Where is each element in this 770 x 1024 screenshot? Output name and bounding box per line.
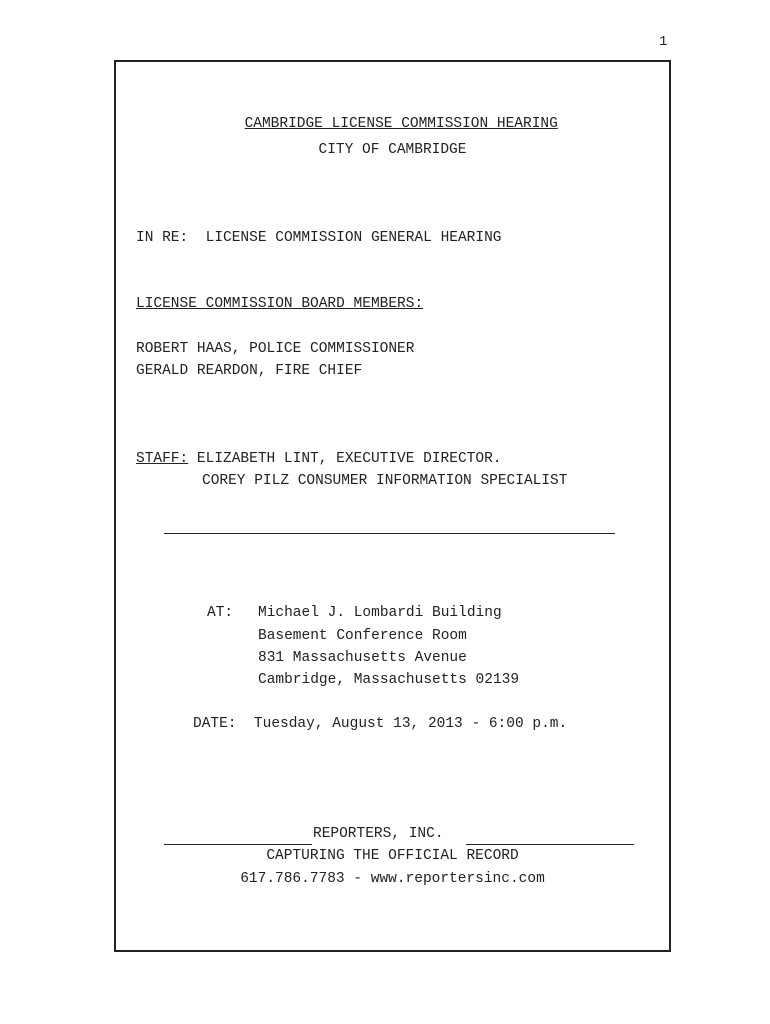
in-re-line <box>136 229 501 247</box>
city-name: CITY OF CAMBRIDGE <box>318 142 467 158</box>
in-re-label: IN RE: <box>136 230 189 246</box>
footer-rule-left <box>164 844 312 845</box>
in-re-text: LICENSE COMMISSION GENERAL HEARING <box>205 230 502 246</box>
location-label: AT: <box>207 605 234 621</box>
location-line: Cambridge, Massachusetts 02139 <box>258 672 520 688</box>
board-members-heading: LICENSE COMMISSION BOARD MEMBERS: <box>136 296 424 312</box>
page-number: 1 <box>659 34 668 50</box>
date-label: DATE: <box>193 716 237 732</box>
date-value: Tuesday, August 13, 2013 - 6:00 p.m. <box>253 716 568 732</box>
staff-label: STAFF: <box>136 451 189 467</box>
transcript-page-frame <box>114 60 671 952</box>
staff-member: ELIZABETH LINT, EXECUTIVE DIRECTOR. <box>196 451 502 467</box>
location-line: Michael J. Lombardi Building <box>258 605 502 621</box>
staff-member: COREY PILZ CONSUMER INFORMATION SPECIALIST <box>202 473 568 489</box>
footer-rule-right <box>466 844 634 845</box>
reporter-tagline: CAPTURING THE OFFICIAL RECORD <box>266 848 519 864</box>
hearing-title-line <box>114 97 671 133</box>
date-line <box>193 715 567 733</box>
reporter-company: REPORTERS, INC. <box>313 826 444 842</box>
hearing-title: CAMBRIDGE LICENSE COMMISSION HEARING <box>244 116 558 132</box>
reporter-contact: 617.786.7783 - www.reportersinc.com <box>240 871 545 887</box>
staff-line <box>136 450 501 468</box>
board-member: GERALD REARDON, FIRE CHIEF <box>136 363 363 379</box>
separator-rule <box>164 533 615 534</box>
location-line: 831 Massachusetts Avenue <box>258 650 467 666</box>
board-member: ROBERT HAAS, POLICE COMMISSIONER <box>136 341 415 357</box>
location-line: Basement Conference Room <box>258 628 467 644</box>
